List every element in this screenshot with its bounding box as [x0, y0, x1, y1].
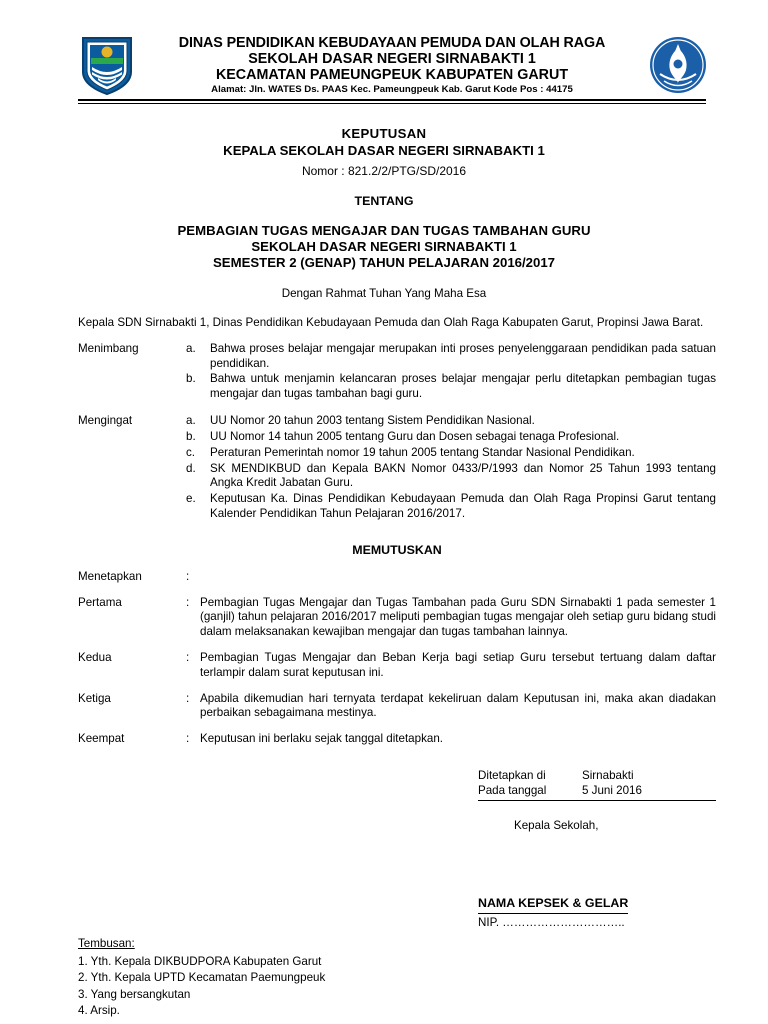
item-marker: e. — [186, 492, 196, 506]
rahmat-line: Dengan Rahmat Tuhan Yang Maha Esa — [281, 286, 487, 300]
decision-text: Pembagian Tugas Mengajar dan Beban Kerja bagi setiap Guru tersebut tertuang dalam daftar terlampir dalam surat keputusan ini. — [200, 651, 716, 679]
decision-colon: : — [186, 595, 190, 609]
signature-name: NAMA KEPSEK & GELAR — [478, 896, 628, 914]
decision-colon: : — [186, 691, 190, 705]
list-item: 2. Yth. Kepala UPTD Kecamatan Paemungpeuk — [78, 971, 326, 985]
clause-label-menimbang: Menimbang — [78, 341, 139, 355]
tembusan-title: Tembusan: — [78, 937, 135, 951]
item-text: Peraturan Pemerintah nomor 19 tahun 2005 tentang Standar Nasional Pendidikan. — [210, 445, 635, 459]
title-kepala: KEPALA SEKOLAH DASAR NEGERI SIRNABAKTI 1 — [223, 142, 545, 158]
letterhead-line-2: SEKOLAH DASAR NEGERI SIRNABAKTI 1 — [248, 50, 536, 67]
signature-date-label: Pada tanggal — [478, 784, 582, 801]
decision-text: Pembagian Tugas Mengajar dan Tugas Tambahan pada Guru SDN Sirnabakti 1 pada semester 1 (ganjil) tahun pelajaran 2016/2017 meliputi pembagian tugas mengajar oleh setiap guru bidang studi dalam melaksanakan kewajiban mengajar dan tugas tambahan lainnya. — [200, 595, 716, 639]
decision-label: Ketiga — [78, 691, 111, 705]
list-item: 4. Arsip. — [78, 1004, 120, 1018]
garut-regency-emblem-icon — [78, 34, 136, 96]
decision-colon: : — [186, 732, 190, 746]
decision-row-keempat — [78, 732, 716, 747]
decision-label: Pertama — [78, 595, 122, 609]
item-marker: a. — [186, 341, 196, 355]
decision-text — [200, 570, 716, 585]
title-keputusan: KEPUTUSAN — [341, 125, 427, 141]
list-item — [186, 372, 716, 402]
decision-label: Menetapkan — [78, 569, 142, 583]
subject-line-1: PEMBAGIAN TUGAS MENGAJAR DAN TUGAS TAMBAHAN GURU — [177, 222, 591, 238]
item-marker: a. — [186, 414, 196, 428]
letterhead-line-1: DINAS PENDIDIKAN KEBUDAYAAN PEMUDA DAN OLAH RAGA — [178, 34, 606, 51]
signature-nip: NIP. ………………………….. — [478, 915, 625, 929]
title-tentang: TENTANG — [354, 193, 414, 208]
item-marker: d. — [186, 461, 196, 475]
letterhead-line-3: KECAMATAN PAMEUNGPEUK KABUPATEN GARUT — [215, 66, 569, 83]
list-item — [186, 342, 716, 372]
divider-thick — [78, 99, 706, 101]
signature-title: Kepala Sekolah, — [514, 818, 599, 832]
tembusan-block — [0, 936, 768, 1019]
list-item: 1. Yth. Kepala DIKBUDPORA Kabupaten Garut — [78, 954, 322, 968]
item-text: Bahwa proses belajar mengajar merupakan inti proses penyelenggaraan pendidikan pada satuan pendidikan. — [210, 341, 716, 370]
item-marker: c. — [186, 445, 196, 459]
list-item: 3. Yang bersangkutan — [78, 987, 191, 1001]
decision-colon: : — [186, 651, 190, 664]
decision-row-pertama — [78, 596, 716, 640]
letterhead-divider — [0, 99, 768, 104]
subject-line-3: SEMESTER 2 (GENAP) TAHUN PELAJARAN 2016/2017 — [213, 254, 555, 270]
list-item — [186, 492, 716, 522]
list-item — [186, 462, 716, 492]
decision-colon: : — [186, 569, 190, 583]
clause-mengingat — [78, 414, 716, 523]
signature-place-value: Sirnabakti — [582, 769, 634, 783]
letterhead-text — [136, 35, 648, 96]
decision-row-kedua — [78, 651, 716, 681]
document-title-block — [0, 126, 768, 300]
decision-label: Kedua — [78, 651, 112, 664]
decision-text: Apabila dikemudian hari ternyata terdapat kekeliruan dalam Keputusan ini, maka akan diadakan perbaikan sebagaimana mestinya. — [200, 691, 716, 720]
list-item — [186, 446, 716, 461]
signature-block — [78, 769, 716, 930]
memutuskan-heading: MEMUTUSKAN — [352, 542, 442, 557]
signature-date-row — [478, 784, 716, 801]
tut-wuri-handayani-icon — [648, 34, 708, 96]
item-marker: b. — [186, 372, 196, 386]
item-marker: b. — [186, 429, 196, 443]
decision-text: Keputusan ini berlaku sejak tanggal ditetapkan. — [200, 732, 443, 746]
subject-line-2: SEKOLAH DASAR NEGERI SIRNABAKTI 1 — [251, 238, 517, 254]
document-body — [0, 316, 768, 930]
item-text: Bahwa untuk menjamin kelancaran proses belajar mengajar perlu ditetapkan pembagian tugas mengajar dan tugas tambahan bagi guru. — [210, 372, 716, 401]
clause-menimbang — [78, 342, 716, 403]
signature-place-row — [478, 769, 716, 784]
item-text: Keputusan Ka. Dinas Pendidikan Kebudayaan Pemuda dan Olah Raga Propinsi Garut tentang Kalender Pendidikan Tahun Pelajaran 2016/2017. — [210, 492, 716, 520]
letterhead — [0, 0, 768, 96]
clause-label-mengingat: Mengingat — [78, 414, 133, 428]
list-item — [186, 430, 716, 445]
opening-paragraph: Kepala SDN Sirnabakti 1, Dinas Pendidikan Kebudayaan Pemuda dan Olah Raga Kabupaten Garut, Propinsi Jawa Barat. — [78, 315, 704, 329]
divider-thin — [78, 103, 706, 104]
item-text: UU Nomor 20 tahun 2003 tentang Sistem Pendidikan Nasional. — [210, 414, 535, 428]
decision-row-menetapkan — [78, 570, 716, 585]
item-text: SK MENDIKBUD dan Kepala BAKN Nomor 0433/P/1993 dan Nomor 25 Tahun 1993 tentang Angka Kredit Jabatan Guru. — [210, 461, 716, 490]
signature-date-value: 5 Juni 2016 — [582, 784, 716, 801]
letterhead-address: Alamat: Jln. WATES Ds. PAAS Kec. Pameungpeuk Kab. Garut Kode Pos : 44175 — [211, 83, 573, 95]
signature-place-label: Ditetapkan di — [478, 769, 546, 783]
decision-label: Keempat — [78, 732, 125, 746]
decision-row-ketiga — [78, 692, 716, 722]
document-number: Nomor : 821.2/2/PTG/SD/2016 — [301, 163, 467, 178]
list-item — [186, 414, 716, 429]
item-text: UU Nomor 14 tahun 2005 tentang Guru dan Dosen sebagai tenaga Profesional. — [210, 429, 620, 443]
